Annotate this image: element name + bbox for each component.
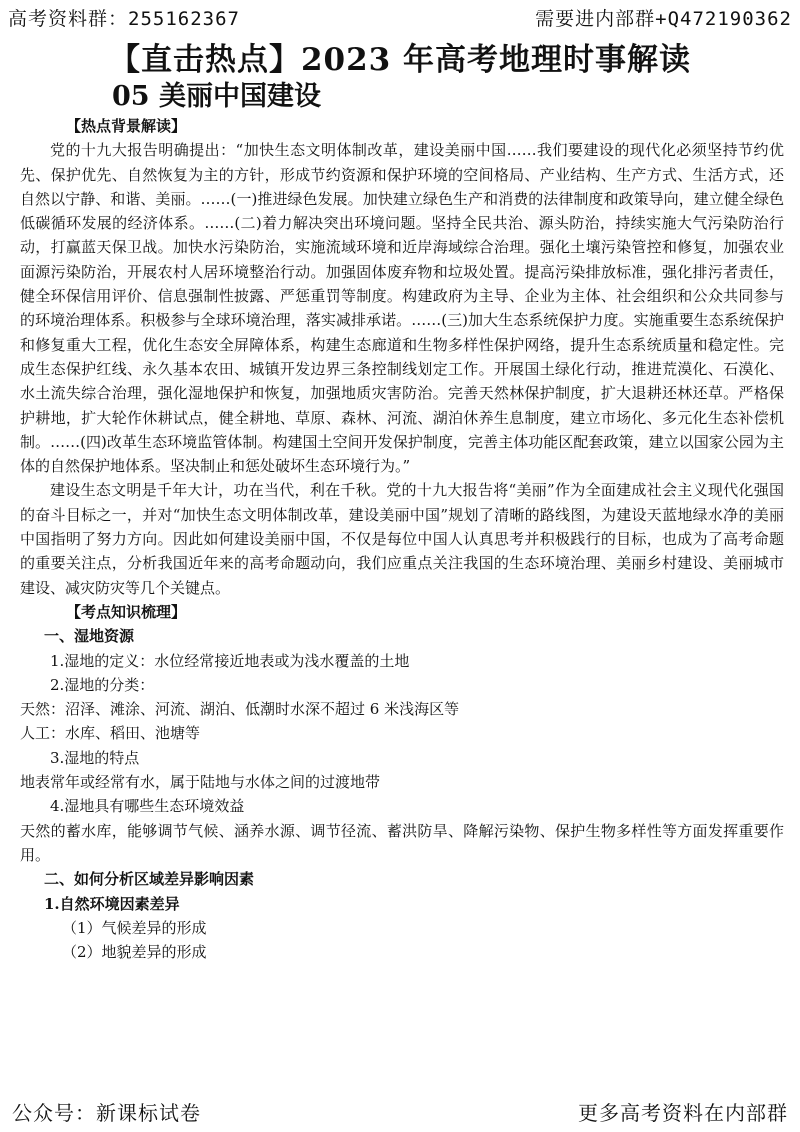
document-subtitle: 05 美丽中国建设: [112, 81, 321, 112]
item-natural-factors: 1.自然环境因素差异: [44, 894, 180, 913]
footer-wechat-account: 公众号：新课标试卷: [12, 1101, 201, 1125]
item-wetland-features: 3.湿地的特点: [50, 748, 140, 767]
heading-regional-differences: 二、如何分析区域差异影响因素: [44, 870, 255, 889]
paragraph-background-2: 建设生态文明是千年大计，功在当代，利在千秋。党的十九大报告将“美丽”作为全面建成社会主义现代化强国的奋斗目标之一，并对“加快生态文明体制改革，建设美丽中国”规划了清晰的路线图，为建设天蓝地绿水净的美丽中国指明了努力方向。因此如何建设美丽中国，不仅是每位中国人认真思考并积极践行的目标，也成为了高考命题的重要关注点，分析我国近年来的高考命题动向，我们应重点关注我国的生态环境治理、美丽乡村建设、美丽城市建设、减灾防灾等几个关键点。: [20, 481, 784, 597]
item-landform-differences: （2）地貌差异的形成: [62, 943, 207, 962]
section-heading-background: 【热点背景解读】: [66, 117, 187, 135]
item-wetland-classification: 2.湿地的分类：: [50, 675, 155, 694]
item-wetland-features-text: 地表常年或经常有水，属于陆地与水体之间的过渡地带: [20, 773, 381, 792]
footer-more-materials: 更多高考资料在内部群: [578, 1101, 788, 1125]
header-qq-group: 高考资料群：255162367: [8, 8, 240, 30]
item-wetland-artificial: 人工：水库、稻田、池塘等: [20, 724, 201, 743]
item-wetland-definition: 1.湿地的定义：水位经常接近地表或为浅水覆盖的土地: [50, 651, 410, 670]
section-heading-knowledge: 【考点知识梳理】: [66, 602, 187, 621]
paragraph-background-1: 党的十九大报告明确提出：“加快生态文明体制改革，建设美丽中国……我们要建设的现代化必须坚持节约优先、保护优先、自然恢复为主的方针，形成节约资源和保护环境的空间格局、产业结构、生产方式、生活方式，还自然以宁静、和谐、美丽。……(一)推进绿色发展。加快建立绿色生产和消费的法律制度和政策导向，建立健全绿色低碳循环发展的经济体系。……(二)着力解决突出环境问题。坚持全民共治、源头防治，持续实施大气污染防治行动，打赢蓝天保卫战。加快水污染防治，实施流域环境和近岸海域综合治理。强化土壤污染管控和修复，加强农业面源污染防治，开展农村人居环境整治行动。加强固体废弃物和垃圾处置。提高污染排放标准，强化排污者责任，健全环保信用评价、信息强制性披露、严惩重罚等制度。构建政府为主导、企业为主体、社会组织和公众共同参与的环境治理体系。积极参与全球环境治理，落实减排承诺。……(三)加大生态系统保护力度。实施重要生态系统保护和修复重大工程，优化生态安全屏障体系，构建生态廊道和生物多样性保护网络，提升生态系统质量和稳定性。完成生态保护红线、永久基本农田、城镇开发边界三条控制线划定工作。开展国土绿化行动，推进荒漠化、石漠化、水土流失综合治理，强化湿地保护和恢复，加强地质灾害防治。完善天然林保护制度，扩大退耕还林还草。严格保护耕地，扩大轮作休耕试点，健全耕地、草原、森林、河流、湖泊休养生息制度，建立市场化、多元化生态补偿机制。……(四)改革生态环境监管体制。构建国土空间开发保护制度，完善主体功能区配套政策，建立以国家公园为主体的自然保护地体系。坚决制止和惩处破坏生态环境行为。”: [20, 141, 784, 476]
item-wetland-natural: 天然：沼泽、滩涂、河流、湖泊、低潮时水深不超过 6 米浅海区等: [20, 700, 460, 719]
item-climate-differences: （1）气候差异的形成: [62, 918, 207, 937]
item-wetland-benefits: 4.湿地具有哪些生态环境效益: [50, 797, 245, 816]
header-internal-group: 需要进内部群+Q472190362: [535, 8, 792, 30]
document-title: 【直击热点】2023 年高考地理时事解读: [108, 42, 692, 78]
heading-wetland-resources: 一、湿地资源: [44, 627, 135, 646]
item-wetland-benefits-text: 天然的蓄水库，能够调节气候、涵养水源、调节径流、蓄洪防旱、降解污染物、保护生物多样性等方面发挥重要作用。: [20, 821, 784, 864]
document-body: [20, 114, 784, 964]
